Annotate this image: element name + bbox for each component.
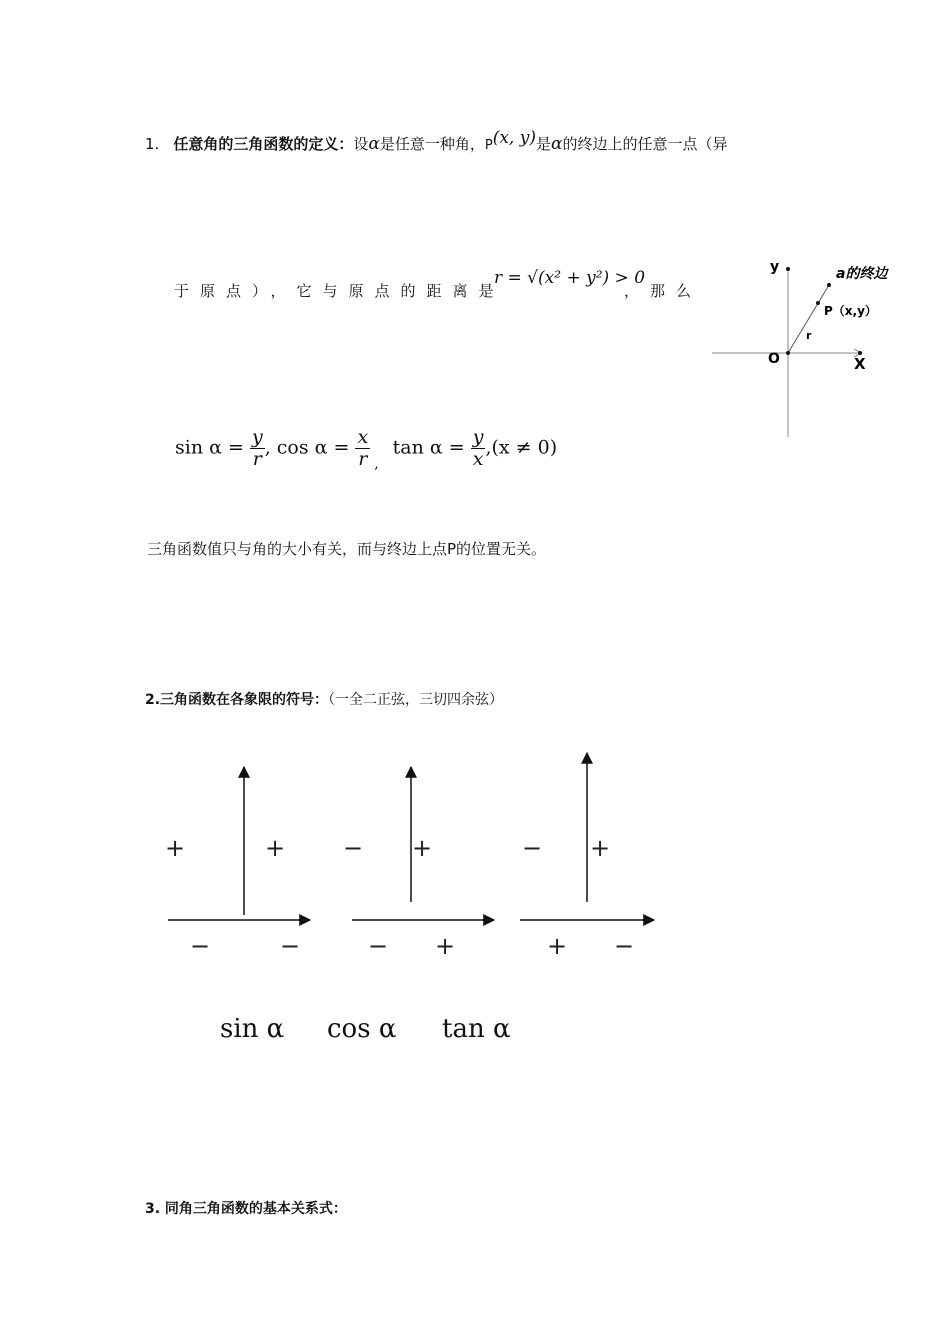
cos-q1-sign: +	[412, 834, 433, 862]
tan-q2-sign: −	[522, 834, 543, 862]
cos-q4-sign: +	[435, 932, 456, 960]
trig-formulas	[175, 428, 557, 471]
tan-q1-sign: +	[590, 834, 611, 862]
cos-q3-sign: −	[368, 932, 389, 960]
tan-label: tan α	[442, 1014, 511, 1044]
alpha-symbol-2: α	[550, 134, 563, 154]
sin-den: r	[252, 448, 262, 470]
section2-mnemonic: （一全二正弦，三切四余弦）	[328, 692, 504, 708]
cos-fraction	[355, 428, 370, 469]
terminal-label: a的终边	[836, 266, 888, 282]
tan-q3-sign: +	[547, 932, 568, 960]
text-d: 的终边上的任意一点（异	[562, 135, 728, 153]
sin-num: y	[251, 426, 263, 448]
section1-number: 1.	[145, 135, 160, 153]
angle-diagram	[700, 255, 910, 445]
tan-num: y	[472, 426, 484, 448]
text-c: 是	[535, 135, 551, 153]
cos-lhs: , cos α =	[264, 436, 350, 459]
cos-den: r	[358, 448, 368, 470]
radius-formula: r = √(x² + y²) > 0	[494, 268, 646, 288]
tan-den: x	[472, 448, 484, 470]
point-label: P（x,y）	[824, 304, 877, 318]
origin-label: O	[768, 351, 780, 367]
sin-q1-sign: +	[265, 834, 286, 862]
tan-q4-sign: −	[614, 932, 635, 960]
x-axis-label: X	[854, 355, 866, 373]
comma: ,	[374, 455, 379, 472]
tan-condition: ,(x ≠ 0)	[485, 436, 558, 459]
sin-q3-sign: −	[190, 932, 211, 960]
section2-heading-line	[145, 689, 503, 709]
tan-lhs: tan α =	[392, 436, 465, 459]
point-label: P	[484, 138, 493, 153]
sin-lhs: sin α =	[175, 436, 244, 459]
sin-label: sin α	[220, 1014, 285, 1044]
text-a: 设	[353, 135, 369, 153]
cos-q2-sign: −	[343, 834, 364, 862]
cos-label: cos α	[327, 1014, 397, 1044]
text-b: 是任意一种角，	[379, 135, 485, 153]
section1-line2b: ，那么	[624, 282, 703, 300]
y-dot	[786, 267, 790, 271]
sin-q4-sign: −	[280, 932, 301, 960]
section1-heading: 任意角的三角函数的定义：	[173, 135, 354, 153]
alpha-symbol: α	[368, 134, 380, 154]
section1-line2a: 于原点），它与原点的距离是	[174, 282, 505, 300]
section2-heading: 2.三角函数在各象限的符号：	[145, 692, 329, 708]
point-coords: (x, y)	[492, 128, 536, 148]
y-axis-label: y	[770, 259, 780, 275]
section1-note: 三角函数值只与角的大小有关，而与终边上点P的位置无关。	[147, 540, 547, 558]
r-label: r	[806, 329, 812, 342]
tan-fraction	[471, 428, 486, 469]
terminal-side	[788, 285, 829, 353]
cos-num: x	[357, 426, 369, 448]
terminal-dot	[827, 283, 831, 287]
sin-q2-sign: +	[165, 834, 186, 862]
section1-line1	[145, 128, 728, 157]
section3-heading: 3. 同角三角函数的基本关系式：	[145, 1201, 347, 1217]
sin-fraction	[250, 428, 265, 469]
origin-dot	[786, 351, 790, 355]
point-dot	[816, 301, 820, 305]
